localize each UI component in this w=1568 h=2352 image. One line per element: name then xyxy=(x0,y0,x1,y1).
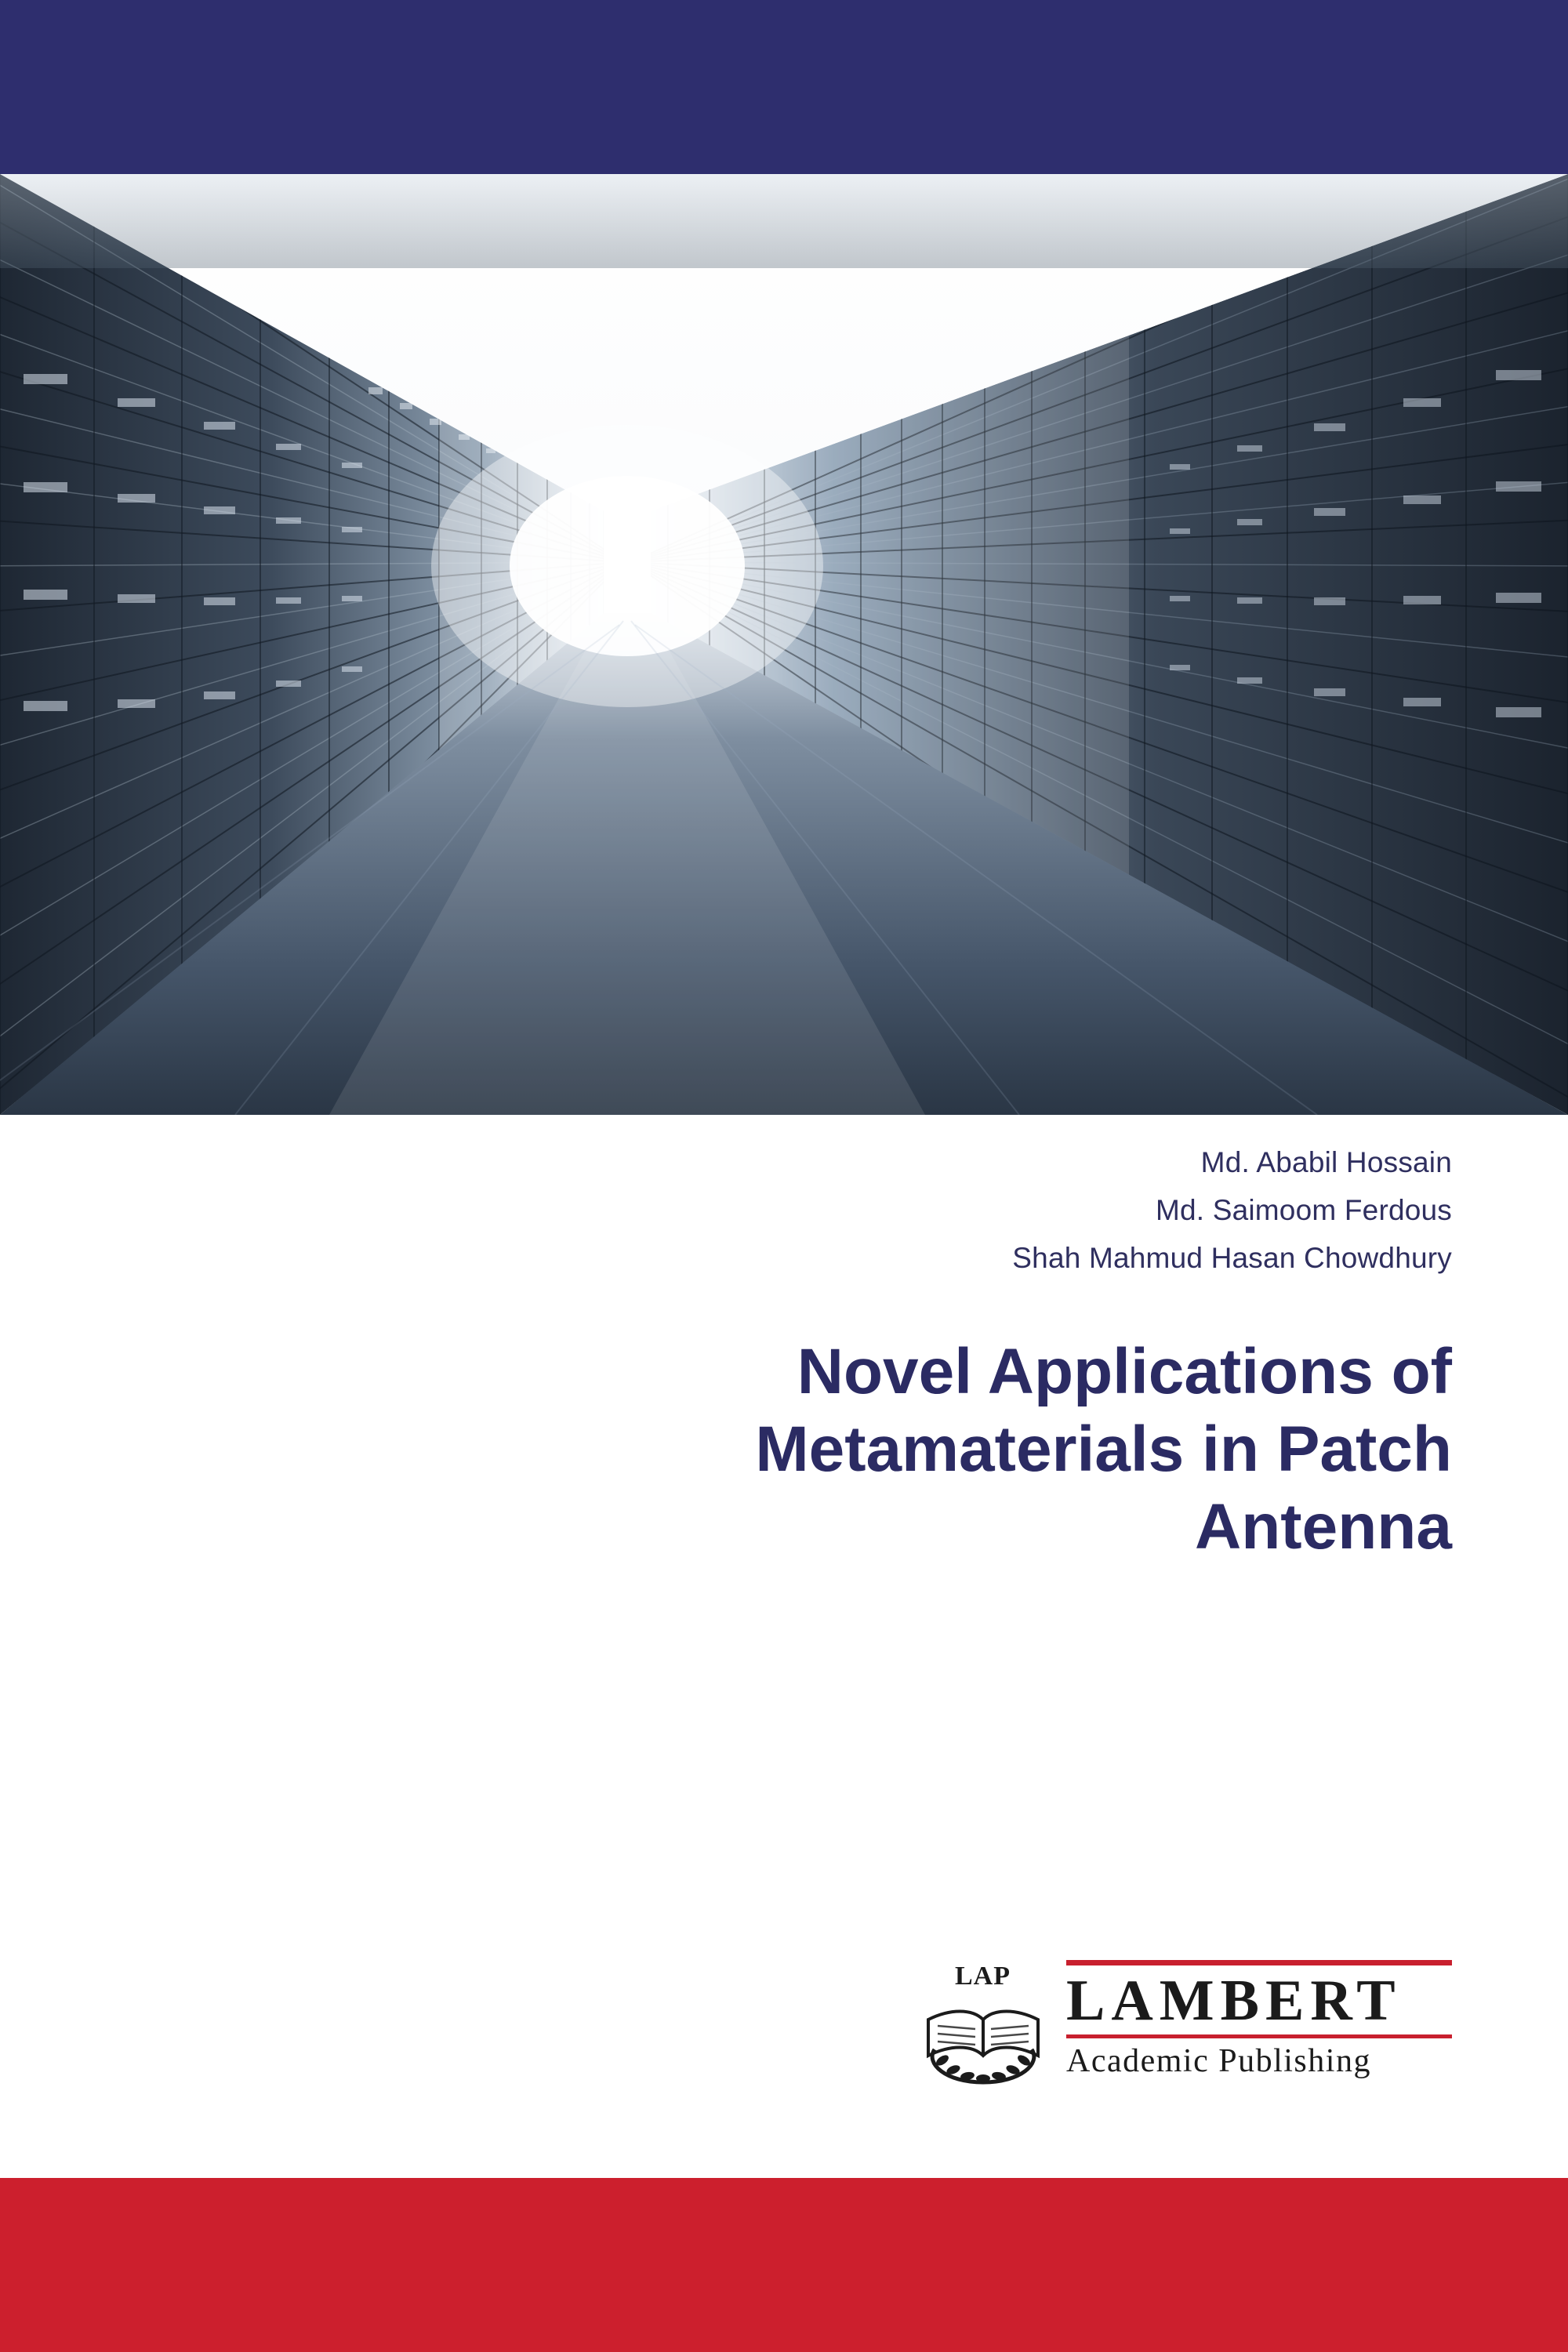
author-list xyxy=(0,1138,1568,1282)
publisher-tagline: Academic Publishing xyxy=(1066,2043,1371,2079)
book-title xyxy=(0,1333,1568,1566)
logo-rule-top xyxy=(1066,1960,1452,1965)
cover-photograph xyxy=(0,174,1568,1115)
logo-rule-middle xyxy=(1066,2034,1452,2038)
corridor-illustration xyxy=(0,174,1568,1115)
lap-abbreviation: LAP xyxy=(955,1962,1011,1991)
title-line: Antenna xyxy=(1195,1491,1452,1563)
bottom-color-band xyxy=(0,2178,1568,2352)
author-name: Md. Saimoom Ferdous xyxy=(1155,1194,1452,1226)
title-line: Novel Applications of xyxy=(797,1336,1452,1407)
author-name: Md. Ababil Hossain xyxy=(1200,1146,1452,1178)
open-book-laurel-icon xyxy=(914,1962,1052,2085)
top-color-band xyxy=(0,0,1568,174)
publisher-name: LAMBERT xyxy=(1066,1969,1402,2033)
author-name: Shah Mahmud Hasan Chowdhury xyxy=(1012,1242,1452,1274)
title-line: Metamaterials in Patch xyxy=(755,1414,1452,1485)
publisher-logo xyxy=(919,1960,1452,2117)
